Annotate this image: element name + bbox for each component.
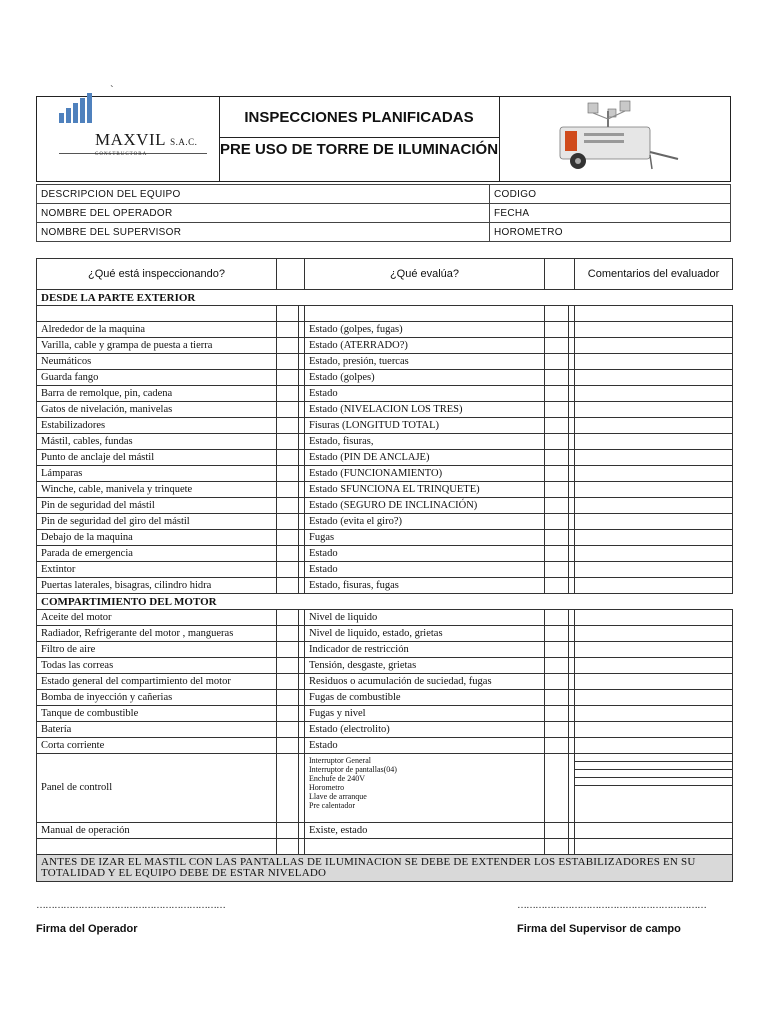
- check-cell[interactable]: [545, 690, 569, 706]
- table-row: [37, 722, 733, 738]
- evaluation-criteria: Fisuras (LONGITUD TOTAL): [305, 418, 545, 434]
- table-row: [37, 482, 733, 498]
- comment-cell[interactable]: [575, 482, 733, 498]
- check-cell[interactable]: [277, 642, 299, 658]
- check-cell[interactable]: [277, 546, 299, 562]
- check-cell[interactable]: [277, 322, 299, 338]
- section-title: DESDE LA PARTE EXTERIOR: [37, 290, 733, 306]
- company-subtitle: CONSTRUCTORA: [95, 152, 148, 157]
- form-subtitle: PRE USO DE TORRE DE ILUMINACIÓN: [219, 141, 499, 158]
- header-comments: Comentarios del evaluador: [575, 259, 733, 290]
- evaluation-criteria: Tensión, desgaste, grietas: [305, 658, 545, 674]
- evaluation-criteria: Estado (evita el giro?): [305, 514, 545, 530]
- info-label: NOMBRE DEL OPERADOR: [37, 204, 490, 223]
- check-cell[interactable]: [545, 498, 569, 514]
- comment-cell[interactable]: [575, 578, 733, 594]
- check-cell[interactable]: [277, 434, 299, 450]
- inspection-item: Panel de controll: [37, 754, 277, 823]
- evaluation-criteria: Estado (NIVELACION LOS TRES): [305, 402, 545, 418]
- check-cell[interactable]: [545, 370, 569, 386]
- table-row: [37, 626, 733, 642]
- tick-mark: `: [110, 84, 114, 96]
- table-row: [37, 738, 733, 754]
- comment-cell[interactable]: [575, 626, 733, 642]
- table-row: [37, 578, 733, 594]
- evaluation-criteria: Estado: [305, 386, 545, 402]
- inspection-item: [37, 839, 277, 855]
- table-header-row: [37, 259, 733, 290]
- inspection-item: Extintor: [37, 562, 277, 578]
- table-row: [37, 434, 733, 450]
- inspection-item: Manual de operación: [37, 823, 277, 839]
- check-cell[interactable]: [545, 386, 569, 402]
- check-cell[interactable]: [545, 738, 569, 754]
- table-row: [37, 610, 733, 626]
- comment-cell[interactable]: [575, 306, 733, 322]
- evaluation-criteria: Estado (electrolito): [305, 722, 545, 738]
- info-row: [37, 223, 731, 242]
- panel-evaluation-item: Horometro: [309, 783, 345, 792]
- inspection-item: Estabilizadores: [37, 418, 277, 434]
- inspection-item: Aceite del motor: [37, 610, 277, 626]
- comment-cell[interactable]: [575, 546, 733, 562]
- evaluation-criteria: Estado: [305, 562, 545, 578]
- info-label: FECHA: [490, 204, 731, 223]
- evaluation-criteria: Estado SFUNCIONA EL TRINQUETE): [305, 482, 545, 498]
- info-row: [37, 204, 731, 223]
- check-cell[interactable]: [277, 514, 299, 530]
- table-row: [37, 823, 733, 839]
- comment-cell[interactable]: [575, 402, 733, 418]
- check-cell[interactable]: [277, 738, 299, 754]
- operator-signature: [36, 900, 225, 935]
- check-cell[interactable]: [277, 823, 299, 839]
- comment-cell[interactable]: [575, 498, 733, 514]
- check-cell[interactable]: [277, 610, 299, 626]
- inspection-item: Todas las correas: [37, 658, 277, 674]
- table-row: [37, 322, 733, 338]
- operator-signature-label: Firma del Operador: [36, 923, 138, 935]
- check-cell[interactable]: [277, 466, 299, 482]
- evaluation-criteria: Estado (SEGURO DE INCLINACIÓN): [305, 498, 545, 514]
- check-cell[interactable]: [545, 338, 569, 354]
- check-cell[interactable]: [277, 839, 299, 855]
- evaluation-criteria: [305, 306, 545, 322]
- comment-cell[interactable]: [575, 562, 733, 578]
- check-cell[interactable]: [545, 482, 569, 498]
- info-label: CODIGO: [490, 185, 731, 204]
- form-title: INSPECCIONES PLANIFICADAS: [219, 97, 499, 138]
- comment-cell[interactable]: [575, 738, 733, 754]
- evaluation-criteria: Indicador de restricción: [305, 642, 545, 658]
- comment-cell[interactable]: [575, 674, 733, 690]
- info-row: [37, 185, 731, 204]
- evaluation-criteria: Estado, fisuras,: [305, 434, 545, 450]
- comment-cell[interactable]: [575, 386, 733, 402]
- table-row: [37, 562, 733, 578]
- section-header-row: [37, 290, 733, 306]
- table-row: [37, 706, 733, 722]
- comment-cell[interactable]: [575, 418, 733, 434]
- check-cell[interactable]: [277, 386, 299, 402]
- check-cell[interactable]: [277, 530, 299, 546]
- table-row: [37, 450, 733, 466]
- evaluation-criteria: Estado: [305, 546, 545, 562]
- evaluation-criteria: Estado (golpes, fugas): [305, 322, 545, 338]
- check-cell[interactable]: [545, 578, 569, 594]
- inspection-item: Parada de emergencia: [37, 546, 277, 562]
- check-cell[interactable]: [545, 530, 569, 546]
- comment-cell[interactable]: [575, 642, 733, 658]
- warning-row: [37, 855, 733, 882]
- check-cell[interactable]: [545, 823, 569, 839]
- inspection-item: Neumáticos: [37, 354, 277, 370]
- check-cell[interactable]: [277, 706, 299, 722]
- table-row: [37, 370, 733, 386]
- warning-text: ANTES DE IZAR EL MASTIL CON LAS PANTALLAS DE ILUMINACION SE DEBE DE EXTENDER LOS ESTABILIZADORES EN SU TOTALIDAD Y EL EQUIPO DEBE DE ESTAR NIVELADO: [37, 855, 733, 882]
- comment-lines: [575, 754, 732, 786]
- inspection-item: Varilla, cable y grampa de puesta a tierra: [37, 338, 277, 354]
- inspection-item: Punto de anclaje del mástil: [37, 450, 277, 466]
- header-inspecting: ¿Qué está inspeccionando?: [37, 259, 277, 290]
- check-cell[interactable]: [545, 722, 569, 738]
- company-name: MAXVIL S.A.C.: [95, 130, 198, 149]
- table-row: [37, 658, 733, 674]
- table-row: [37, 514, 733, 530]
- info-label: NOMBRE DEL SUPERVISOR: [37, 223, 490, 242]
- evaluation-criteria: Estado, presión, tuercas: [305, 354, 545, 370]
- inspection-item: Alrededor de la maquina: [37, 322, 277, 338]
- inspection-item: Corta corriente: [37, 738, 277, 754]
- inspection-table: [36, 258, 733, 882]
- table-row: [37, 306, 733, 322]
- check-cell[interactable]: [545, 610, 569, 626]
- table-row: [37, 642, 733, 658]
- form-header: [36, 96, 731, 182]
- comment-cell[interactable]: [575, 530, 733, 546]
- check-cell[interactable]: [545, 562, 569, 578]
- comment-cell[interactable]: [575, 354, 733, 370]
- supervisor-signature-label: Firma del Supervisor de campo: [517, 923, 681, 935]
- check-cell[interactable]: [277, 690, 299, 706]
- panel-evaluation-item: Pre calentador: [309, 801, 355, 810]
- check-cell[interactable]: [545, 354, 569, 370]
- light-tower-photo: [500, 97, 730, 181]
- panel-evaluation-item: Interruptor General: [309, 756, 371, 765]
- table-row: [37, 338, 733, 354]
- check-cell[interactable]: [277, 306, 299, 322]
- check-cell[interactable]: [545, 674, 569, 690]
- table-row: [37, 466, 733, 482]
- check-cell[interactable]: [277, 354, 299, 370]
- supervisor-signature: [517, 900, 706, 935]
- check-cell[interactable]: [545, 626, 569, 642]
- table-row: [37, 498, 733, 514]
- evaluation-criteria: Nivel de liquido, estado, grietas: [305, 626, 545, 642]
- inspection-item: Tanque de combustible: [37, 706, 277, 722]
- check-cell[interactable]: [277, 674, 299, 690]
- check-cell[interactable]: [545, 466, 569, 482]
- inspection-item: Pin de seguridad del mástil: [37, 498, 277, 514]
- comment-cell[interactable]: [575, 754, 733, 823]
- inspection-item: [37, 306, 277, 322]
- check-cell[interactable]: [277, 370, 299, 386]
- comment-cell[interactable]: [575, 706, 733, 722]
- table-row: [37, 674, 733, 690]
- inspection-item: Lámparas: [37, 466, 277, 482]
- evaluation-criteria: Estado (golpes): [305, 370, 545, 386]
- evaluation-criteria: Fugas y nivel: [305, 706, 545, 722]
- check-cell[interactable]: [277, 338, 299, 354]
- comment-cell[interactable]: [575, 450, 733, 466]
- check-cell[interactable]: [545, 839, 569, 855]
- check-cell[interactable]: [545, 322, 569, 338]
- inspection-item: Guarda fango: [37, 370, 277, 386]
- inspection-item: Filtro de aire: [37, 642, 277, 658]
- evaluation-criteria: Estado (ATERRADO?): [305, 338, 545, 354]
- company-logo: [37, 97, 220, 181]
- check-cell[interactable]: [277, 402, 299, 418]
- table-row: [37, 530, 733, 546]
- table-row: [37, 839, 733, 855]
- comment-cell[interactable]: [575, 338, 733, 354]
- evaluation-criteria: [305, 839, 545, 855]
- table-row: [37, 386, 733, 402]
- section-title: COMPARTIMIENTO DEL MOTOR: [37, 594, 733, 610]
- check-cell[interactable]: [545, 754, 569, 823]
- inspection-item: Bomba de inyección y cañerias: [37, 690, 277, 706]
- evaluation-criteria: Estado, fisuras, fugas: [305, 578, 545, 594]
- evaluation-criteria: Estado: [305, 738, 545, 754]
- table-row: [37, 354, 733, 370]
- evaluation-criteria: Residuos o acumulación de suciedad, fugas: [305, 674, 545, 690]
- check-cell[interactable]: [545, 434, 569, 450]
- check-cell[interactable]: [277, 722, 299, 738]
- evaluation-criteria: Estado (PIN DE ANCLAJE): [305, 450, 545, 466]
- check-cell[interactable]: [277, 498, 299, 514]
- light-tower-trailer-icon: [500, 97, 730, 181]
- check-cell[interactable]: [277, 450, 299, 466]
- inspection-item: Winche, cable, manivela y trinquete: [37, 482, 277, 498]
- check-cell[interactable]: [545, 546, 569, 562]
- signature-line: ………………………………………………………: [36, 900, 225, 911]
- check-cell[interactable]: [277, 562, 299, 578]
- inspection-item: Estado general del compartimiento del motor: [37, 674, 277, 690]
- equipment-info-table: [36, 184, 731, 242]
- evaluation-criteria: Fugas de combustible: [305, 690, 545, 706]
- inspection-item: Puertas laterales, bisagras, cilindro hidra: [37, 578, 277, 594]
- inspection-item: Pin de seguridad del giro del mástil: [37, 514, 277, 530]
- panel-evaluation-list: [305, 754, 545, 823]
- header-evaluates: ¿Qué evalúa?: [305, 259, 545, 290]
- evaluation-criteria: Existe, estado: [305, 823, 545, 839]
- inspection-item: Radiador, Refrigerante del motor , mangueras: [37, 626, 277, 642]
- comment-cell[interactable]: [575, 466, 733, 482]
- check-cell[interactable]: [545, 642, 569, 658]
- comment-cell[interactable]: [575, 370, 733, 386]
- section-header-row: [37, 594, 733, 610]
- table-row: [37, 418, 733, 434]
- check-cell[interactable]: [545, 514, 569, 530]
- inspection-item: Batería: [37, 722, 277, 738]
- signature-line: ………………………………………………………: [517, 900, 706, 911]
- table-row: [37, 690, 733, 706]
- table-row: [37, 402, 733, 418]
- comment-cell[interactable]: [575, 658, 733, 674]
- table-row: [37, 546, 733, 562]
- check-cell[interactable]: [277, 578, 299, 594]
- inspection-item: Debajo de la maquina: [37, 530, 277, 546]
- info-label: DESCRIPCION DEL EQUIPO: [37, 185, 490, 204]
- check-cell[interactable]: [545, 450, 569, 466]
- check-cell[interactable]: [277, 482, 299, 498]
- panel-evaluation-item: Enchufe de 240V: [309, 774, 365, 783]
- comment-cell[interactable]: [575, 823, 733, 839]
- check-cell[interactable]: [277, 626, 299, 642]
- check-cell[interactable]: [545, 306, 569, 322]
- evaluation-criteria: Fugas: [305, 530, 545, 546]
- check-cell[interactable]: [277, 418, 299, 434]
- info-label: HOROMETRO: [490, 223, 731, 242]
- inspection-item: Gatos de nivelación, manivelas: [37, 402, 277, 418]
- comment-cell[interactable]: [575, 610, 733, 626]
- check-cell[interactable]: [545, 402, 569, 418]
- panel-evaluation-item: Interruptor de pantallas(04): [309, 765, 397, 774]
- comment-cell[interactable]: [575, 322, 733, 338]
- check-cell[interactable]: [545, 418, 569, 434]
- evaluation-criteria: Nivel de liquido: [305, 610, 545, 626]
- comment-cell[interactable]: [575, 690, 733, 706]
- comment-cell[interactable]: [575, 839, 733, 855]
- evaluation-criteria: Estado (FUNCIONAMIENTO): [305, 466, 545, 482]
- comment-cell[interactable]: [575, 514, 733, 530]
- check-cell[interactable]: [277, 754, 299, 823]
- panel-evaluation-item: Llave de arranque: [309, 792, 367, 801]
- inspection-item: Barra de remolque, pin, cadena: [37, 386, 277, 402]
- comment-cell[interactable]: [575, 434, 733, 450]
- check-cell[interactable]: [277, 658, 299, 674]
- table-row-panel: [37, 754, 733, 823]
- comment-cell[interactable]: [575, 722, 733, 738]
- check-cell[interactable]: [545, 706, 569, 722]
- check-cell[interactable]: [545, 658, 569, 674]
- inspection-item: Mástil, cables, fundas: [37, 434, 277, 450]
